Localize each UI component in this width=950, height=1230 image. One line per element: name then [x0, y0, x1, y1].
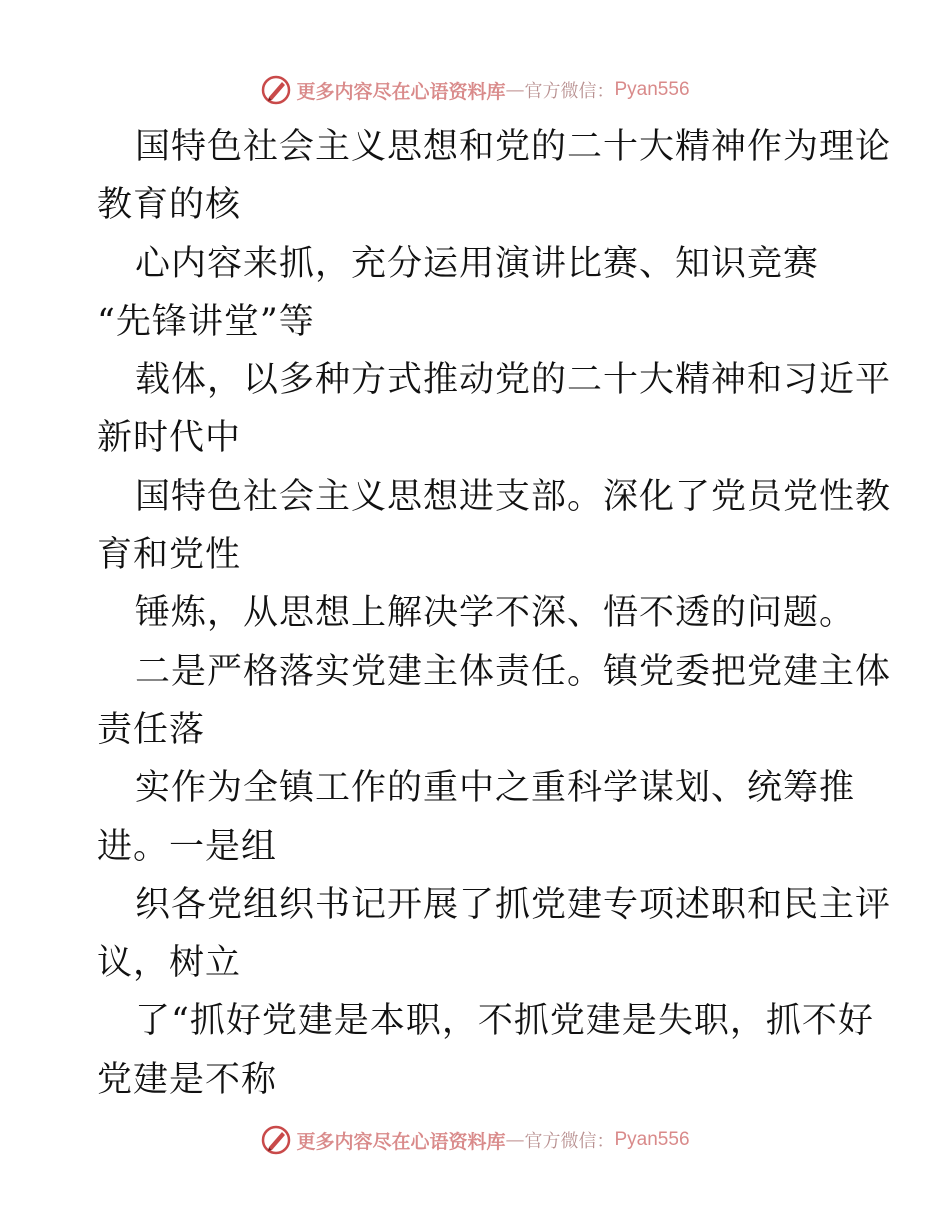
text-line: 国特色社会主义思想和党的二十大精神作为理论 — [135, 127, 892, 167]
text-line: 了“抓好党建是本职，不抓党建是失职，抓不好 — [135, 1001, 874, 1042]
text-line: 责任落 — [97, 709, 206, 750]
text-line: 教育的核 — [97, 185, 242, 226]
header-watermark-banner — [0, 70, 950, 110]
text-line: 锤炼，从思想上解决学不深、悟不透的问题。 — [135, 593, 856, 634]
text-line: 议，树立 — [97, 943, 242, 984]
text-line: 党建是不称 — [97, 1059, 278, 1100]
text-line: 育和党性 — [97, 535, 242, 576]
footer-wechat-label: 官方微信： — [524, 1131, 615, 1152]
text-line: 实作为全镇工作的重中之重科学谋划、统筹推 — [135, 768, 856, 809]
pen-logo-icon — [260, 74, 292, 106]
footer-wechat-id: Pyan556 — [614, 1129, 690, 1150]
text-line: 心内容来抓，充分运用演讲比赛、知识竞赛 — [135, 243, 820, 284]
text-line: 国特色社会主义思想进支部。深化了党员党性教 — [135, 476, 892, 517]
pen-logo-icon — [260, 1124, 292, 1156]
header-wechat-label: 官方微信： — [524, 81, 615, 102]
header-banner-dash: — — [505, 79, 525, 101]
text-line: “先锋讲堂”等 — [97, 301, 315, 342]
text-lines — [97, 118, 892, 1109]
text-line: 二是严格落实党建主体责任。镇党委把党建主体 — [135, 651, 892, 692]
text-line: 进。一是组 — [97, 826, 278, 867]
document-body — [97, 118, 892, 1109]
header-wechat-id: Pyan556 — [614, 79, 690, 100]
text-line: 新时代中 — [97, 418, 242, 459]
text-line: 载体，以多种方式推动党的二十大精神和习近平 — [135, 360, 892, 401]
text-line: 织各党组织书记开展了抓党建专项述职和民主评 — [135, 884, 892, 925]
footer-banner-dash: — — [505, 1129, 525, 1151]
footer-banner-text: 更多内容尽在心语资料库 — [296, 1130, 506, 1153]
header-banner-text: 更多内容尽在心语资料库 — [296, 80, 506, 103]
footer-watermark-banner — [0, 1120, 950, 1160]
